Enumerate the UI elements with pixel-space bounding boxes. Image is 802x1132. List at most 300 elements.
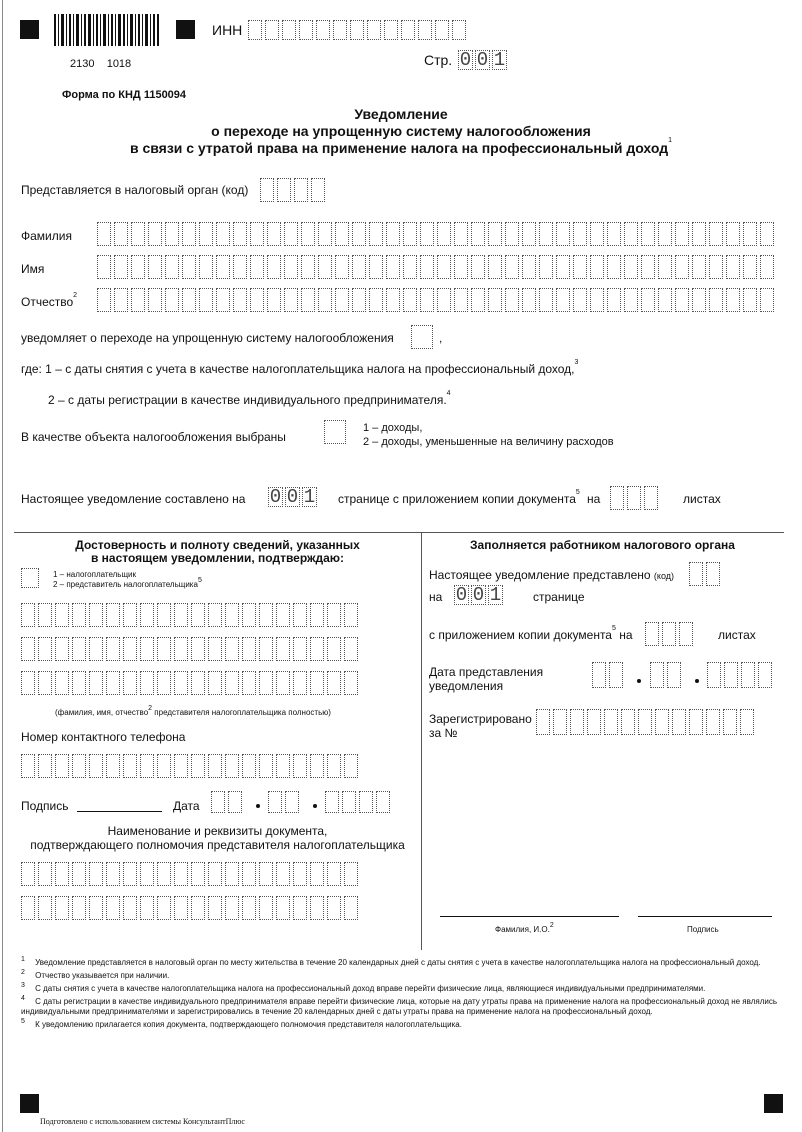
input-cell[interactable] <box>437 222 451 246</box>
input-cell[interactable] <box>327 671 341 695</box>
input-cell[interactable] <box>242 671 256 695</box>
input-cell[interactable] <box>225 637 239 661</box>
input-cell[interactable] <box>191 862 205 886</box>
doc-row2[interactable] <box>21 896 361 920</box>
input-cell[interactable] <box>344 603 358 627</box>
input-cell[interactable] <box>760 288 774 312</box>
input-cell[interactable] <box>624 288 638 312</box>
input-cell[interactable] <box>242 637 256 661</box>
input-cell[interactable] <box>123 896 137 920</box>
input-cell[interactable] <box>709 222 723 246</box>
rep-fio-row1[interactable] <box>21 603 361 627</box>
input-cell[interactable] <box>641 255 655 279</box>
input-cell[interactable] <box>157 754 171 778</box>
input-cell[interactable] <box>675 222 689 246</box>
input-cell[interactable] <box>553 709 567 735</box>
input-cell[interactable] <box>403 255 417 279</box>
input-cell[interactable] <box>488 288 502 312</box>
input-cell[interactable] <box>692 255 706 279</box>
input-cell[interactable] <box>369 255 383 279</box>
composed-on: на <box>587 492 601 506</box>
input-cell[interactable] <box>208 754 222 778</box>
input-cell[interactable] <box>165 222 179 246</box>
input-cell[interactable] <box>157 896 171 920</box>
input-cell[interactable] <box>106 603 120 627</box>
input-cell[interactable] <box>106 754 120 778</box>
input-cell[interactable] <box>21 862 35 886</box>
input-cell[interactable] <box>556 288 570 312</box>
input-cell[interactable] <box>89 862 103 886</box>
presented-pages-field[interactable] <box>454 585 503 605</box>
input-cell[interactable] <box>352 288 366 312</box>
page-left-border <box>2 0 3 1132</box>
composed-mid <box>338 489 580 506</box>
input-cell[interactable] <box>89 896 103 920</box>
inspector-sign-line[interactable] <box>638 916 772 917</box>
input-cell[interactable] <box>723 709 737 735</box>
input-cell[interactable] <box>208 896 222 920</box>
input-cell[interactable] <box>310 896 324 920</box>
input-cell[interactable] <box>709 288 723 312</box>
input-cell[interactable] <box>157 862 171 886</box>
input-cell[interactable] <box>293 896 307 920</box>
input-cell[interactable] <box>21 637 35 661</box>
input-cell[interactable] <box>624 222 638 246</box>
input-cell[interactable] <box>420 255 434 279</box>
composed-digit: 0 <box>286 486 299 508</box>
input-cell[interactable] <box>420 222 434 246</box>
input-cell[interactable] <box>369 288 383 312</box>
input-cell[interactable] <box>556 222 570 246</box>
input-cell[interactable] <box>157 637 171 661</box>
input-cell[interactable] <box>174 754 188 778</box>
input-cell[interactable] <box>199 288 213 312</box>
input-cell[interactable] <box>587 709 601 735</box>
input-cell[interactable] <box>454 288 468 312</box>
input-cell[interactable] <box>344 862 358 886</box>
rep-fio-row3[interactable] <box>21 671 361 695</box>
input-cell[interactable] <box>590 255 604 279</box>
input-cell[interactable] <box>310 603 324 627</box>
input-cell[interactable] <box>148 222 162 246</box>
input-cell[interactable] <box>191 896 205 920</box>
input-cell[interactable] <box>573 288 587 312</box>
input-cell[interactable] <box>21 754 35 778</box>
inspector-fio-line[interactable] <box>440 916 619 917</box>
input-cell[interactable] <box>706 709 720 735</box>
input-cell[interactable] <box>72 671 86 695</box>
input-cell[interactable] <box>55 896 69 920</box>
input-cell[interactable] <box>310 671 324 695</box>
input-cell[interactable] <box>284 255 298 279</box>
input-cell[interactable] <box>174 637 188 661</box>
input-cell[interactable] <box>590 288 604 312</box>
input-cell[interactable] <box>157 603 171 627</box>
input-cell[interactable] <box>106 637 120 661</box>
input-cell[interactable] <box>293 862 307 886</box>
input-cell[interactable] <box>21 896 35 920</box>
date-presented-month[interactable] <box>650 662 684 688</box>
input-cell[interactable] <box>225 754 239 778</box>
input-cell[interactable] <box>403 288 417 312</box>
composed-digit: 0 <box>269 486 282 508</box>
input-cell[interactable] <box>191 603 205 627</box>
input-cell[interactable] <box>140 896 154 920</box>
input-cell[interactable] <box>208 671 222 695</box>
input-cell[interactable] <box>386 255 400 279</box>
name-field[interactable] <box>97 255 777 279</box>
input-cell[interactable] <box>293 754 307 778</box>
date-year-field[interactable] <box>325 791 393 813</box>
input-cell[interactable] <box>131 222 145 246</box>
input-cell[interactable] <box>310 754 324 778</box>
input-cell[interactable] <box>140 862 154 886</box>
input-cell[interactable] <box>505 288 519 312</box>
input-cell[interactable] <box>97 222 111 246</box>
input-cell[interactable] <box>174 896 188 920</box>
input-cell[interactable] <box>225 603 239 627</box>
input-cell[interactable] <box>165 288 179 312</box>
input-cell[interactable] <box>641 222 655 246</box>
input-cell[interactable] <box>259 671 273 695</box>
input-cell[interactable] <box>55 637 69 661</box>
input-cell[interactable] <box>140 637 154 661</box>
input-cell[interactable] <box>344 671 358 695</box>
footnote-number: 5 <box>21 1018 25 1025</box>
input-cell[interactable] <box>157 671 171 695</box>
input-cell[interactable] <box>437 255 451 279</box>
input-cell[interactable] <box>570 709 584 735</box>
title-line2: о переходе на упрощенную систему налогообложения <box>211 123 591 139</box>
date-day-field[interactable] <box>211 791 245 813</box>
input-cell[interactable] <box>743 222 757 246</box>
input-cell[interactable] <box>38 671 52 695</box>
input-cell[interactable] <box>182 222 196 246</box>
page-number-field[interactable] <box>458 50 507 70</box>
input-cell[interactable] <box>310 862 324 886</box>
input-cell[interactable] <box>522 222 536 246</box>
input-cell[interactable] <box>38 896 52 920</box>
input-cell[interactable] <box>38 637 52 661</box>
input-cell[interactable] <box>624 255 638 279</box>
input-cell[interactable] <box>403 222 417 246</box>
input-cell[interactable] <box>344 896 358 920</box>
phone-field[interactable] <box>21 754 361 778</box>
signer-type-field[interactable] <box>21 568 42 588</box>
page-word: странице <box>533 590 585 604</box>
section-divider <box>14 532 784 533</box>
input-cell[interactable] <box>259 896 273 920</box>
composed-sheets-field[interactable] <box>610 486 661 510</box>
surname-field[interactable] <box>97 222 777 246</box>
input-cell[interactable] <box>335 222 349 246</box>
input-cell[interactable] <box>573 222 587 246</box>
input-cell[interactable] <box>692 288 706 312</box>
tax-organ-code-field[interactable] <box>260 178 328 202</box>
input-cell[interactable] <box>114 222 128 246</box>
composed-sheets: листах <box>683 492 721 506</box>
input-cell[interactable] <box>114 288 128 312</box>
input-cell[interactable] <box>97 255 111 279</box>
input-cell[interactable] <box>689 709 703 735</box>
input-cell[interactable] <box>743 255 757 279</box>
input-cell[interactable] <box>335 255 349 279</box>
input-cell[interactable] <box>199 255 213 279</box>
input-cell[interactable] <box>250 255 264 279</box>
input-cell[interactable] <box>454 255 468 279</box>
input-cell[interactable] <box>233 288 247 312</box>
input-cell[interactable] <box>148 255 162 279</box>
input-cell[interactable] <box>658 222 672 246</box>
input-cell[interactable] <box>225 896 239 920</box>
input-cell[interactable] <box>573 255 587 279</box>
date-presented-year[interactable] <box>707 662 775 688</box>
patronymic-label-text: Отчество <box>21 295 74 309</box>
input-cell[interactable] <box>131 255 145 279</box>
input-cell[interactable] <box>607 222 621 246</box>
transition-option-field[interactable] <box>411 325 436 349</box>
input-cell[interactable] <box>675 288 689 312</box>
input-cell[interactable] <box>233 255 247 279</box>
input-cell[interactable] <box>250 222 264 246</box>
input-cell[interactable] <box>208 637 222 661</box>
input-cell[interactable] <box>726 222 740 246</box>
input-cell[interactable] <box>318 222 332 246</box>
input-cell[interactable] <box>259 862 273 886</box>
input-cell[interactable] <box>216 288 230 312</box>
input-cell[interactable] <box>327 637 341 661</box>
input-cell[interactable] <box>344 637 358 661</box>
input-cell[interactable] <box>301 255 315 279</box>
presented-code-field[interactable] <box>689 562 723 586</box>
input-cell[interactable] <box>267 255 281 279</box>
input-cell[interactable] <box>191 637 205 661</box>
input-cell[interactable] <box>123 603 137 627</box>
input-cell[interactable] <box>123 754 137 778</box>
input-cell[interactable] <box>72 862 86 886</box>
input-cell[interactable] <box>191 671 205 695</box>
input-cell[interactable] <box>536 709 550 735</box>
input-cell[interactable] <box>250 288 264 312</box>
input-cell[interactable] <box>276 671 290 695</box>
input-cell[interactable] <box>327 896 341 920</box>
object-option-field[interactable] <box>324 420 349 444</box>
input-cell[interactable] <box>655 709 669 735</box>
input-cell[interactable] <box>276 896 290 920</box>
input-cell[interactable] <box>692 222 706 246</box>
input-cell[interactable] <box>672 709 686 735</box>
input-cell[interactable] <box>335 288 349 312</box>
input-cell[interactable] <box>225 671 239 695</box>
input-cell[interactable] <box>539 222 553 246</box>
input-cell[interactable] <box>641 288 655 312</box>
input-cell[interactable] <box>72 754 86 778</box>
input-cell[interactable] <box>607 255 621 279</box>
input-cell[interactable] <box>123 637 137 661</box>
input-cell[interactable] <box>38 862 52 886</box>
input-cell[interactable] <box>21 603 35 627</box>
patronymic-field[interactable] <box>97 288 777 312</box>
input-cell[interactable] <box>590 222 604 246</box>
input-cell[interactable] <box>505 222 519 246</box>
input-cell[interactable] <box>21 671 35 695</box>
input-cell[interactable] <box>386 288 400 312</box>
input-cell[interactable] <box>293 603 307 627</box>
option2-footnote-ref: 4 <box>446 390 451 397</box>
input-cell[interactable] <box>208 603 222 627</box>
date-separator <box>256 804 260 808</box>
date-presented-day[interactable] <box>592 662 626 688</box>
input-cell[interactable] <box>743 288 757 312</box>
input-cell[interactable] <box>242 603 256 627</box>
input-cell[interactable] <box>522 288 536 312</box>
input-cell[interactable] <box>352 255 366 279</box>
input-cell[interactable] <box>726 288 740 312</box>
input-cell[interactable] <box>89 671 103 695</box>
attach-sheets-field[interactable] <box>645 622 696 646</box>
input-cell[interactable] <box>216 222 230 246</box>
input-cell[interactable] <box>369 222 383 246</box>
signature-line[interactable] <box>77 811 162 812</box>
input-cell[interactable] <box>658 288 672 312</box>
input-cell[interactable] <box>225 862 239 886</box>
input-cell[interactable] <box>607 288 621 312</box>
attach-label-text: с приложением копии документа <box>429 628 612 642</box>
footnote-text: С даты снятия с учета в качестве налогоплательщика налога на профессиональный доход вправе перейти физические лица, являющиеся индивидуальными предпринимателями. <box>35 984 706 993</box>
input-cell[interactable] <box>301 222 315 246</box>
footnote <box>21 984 781 994</box>
input-cell[interactable] <box>55 671 69 695</box>
input-cell[interactable] <box>191 754 205 778</box>
input-cell[interactable] <box>140 603 154 627</box>
input-cell[interactable] <box>327 603 341 627</box>
input-cell[interactable] <box>140 754 154 778</box>
date-month-field[interactable] <box>268 791 302 813</box>
input-cell[interactable] <box>148 288 162 312</box>
input-cell[interactable] <box>488 222 502 246</box>
input-cell[interactable] <box>539 288 553 312</box>
input-cell[interactable] <box>760 255 774 279</box>
input-cell[interactable] <box>352 222 366 246</box>
input-cell[interactable] <box>259 637 273 661</box>
input-cell[interactable] <box>471 255 485 279</box>
input-cell[interactable] <box>72 637 86 661</box>
input-cell[interactable] <box>488 255 502 279</box>
input-cell[interactable] <box>638 709 652 735</box>
input-cell[interactable] <box>89 603 103 627</box>
input-cell[interactable] <box>658 255 672 279</box>
input-cell[interactable] <box>556 255 570 279</box>
input-cell[interactable] <box>454 222 468 246</box>
input-cell[interactable] <box>539 255 553 279</box>
input-cell[interactable] <box>174 862 188 886</box>
input-cell[interactable] <box>726 255 740 279</box>
input-cell[interactable] <box>327 754 341 778</box>
input-cell[interactable] <box>208 862 222 886</box>
input-cell[interactable] <box>114 255 128 279</box>
input-cell[interactable] <box>55 603 69 627</box>
input-cell[interactable] <box>604 709 618 735</box>
doc-row1[interactable] <box>21 862 361 886</box>
input-cell[interactable] <box>318 288 332 312</box>
inn-field[interactable] <box>248 20 469 40</box>
input-cell[interactable] <box>233 222 247 246</box>
input-cell[interactable] <box>327 862 341 886</box>
input-cell[interactable] <box>182 288 196 312</box>
input-cell[interactable] <box>38 754 52 778</box>
input-cell[interactable] <box>267 288 281 312</box>
registered-number-field[interactable] <box>536 709 757 735</box>
input-cell[interactable] <box>182 255 196 279</box>
input-cell[interactable] <box>259 754 273 778</box>
input-cell[interactable] <box>106 896 120 920</box>
presented-label <box>429 568 674 582</box>
input-cell[interactable] <box>522 255 536 279</box>
input-cell[interactable] <box>165 255 179 279</box>
input-cell[interactable] <box>276 637 290 661</box>
input-cell[interactable] <box>284 288 298 312</box>
input-cell[interactable] <box>242 754 256 778</box>
input-cell[interactable] <box>55 862 69 886</box>
input-cell[interactable] <box>89 637 103 661</box>
input-cell[interactable] <box>471 222 485 246</box>
input-cell[interactable] <box>293 671 307 695</box>
input-cell[interactable] <box>242 896 256 920</box>
rep-fio-row2[interactable] <box>21 637 361 661</box>
input-cell[interactable] <box>284 222 298 246</box>
input-cell[interactable] <box>242 862 256 886</box>
input-cell[interactable] <box>505 255 519 279</box>
input-cell[interactable] <box>318 255 332 279</box>
input-cell[interactable] <box>174 603 188 627</box>
input-cell[interactable] <box>216 255 230 279</box>
input-cell[interactable] <box>437 288 451 312</box>
input-cell[interactable] <box>621 709 635 735</box>
input-cell[interactable] <box>174 671 188 695</box>
input-cell[interactable] <box>276 862 290 886</box>
input-cell[interactable] <box>267 222 281 246</box>
input-cell[interactable] <box>89 754 103 778</box>
input-cell[interactable] <box>276 754 290 778</box>
input-cell[interactable] <box>259 603 273 627</box>
input-cell[interactable] <box>420 288 434 312</box>
input-cell[interactable] <box>72 603 86 627</box>
input-cell[interactable] <box>38 603 52 627</box>
input-cell[interactable] <box>55 754 69 778</box>
input-cell[interactable] <box>386 222 400 246</box>
input-cell[interactable] <box>301 288 315 312</box>
input-cell[interactable] <box>72 896 86 920</box>
input-cell[interactable] <box>675 255 689 279</box>
input-cell[interactable] <box>97 288 111 312</box>
input-cell[interactable] <box>106 671 120 695</box>
input-cell[interactable] <box>709 255 723 279</box>
input-cell[interactable] <box>344 754 358 778</box>
input-cell[interactable] <box>760 222 774 246</box>
composed-pages-field[interactable] <box>268 487 317 507</box>
input-cell[interactable] <box>740 709 754 735</box>
input-cell[interactable] <box>106 862 120 886</box>
input-cell[interactable] <box>123 862 137 886</box>
input-cell[interactable] <box>199 222 213 246</box>
input-cell[interactable] <box>310 637 324 661</box>
input-cell[interactable] <box>471 288 485 312</box>
input-cell[interactable] <box>131 288 145 312</box>
input-cell[interactable] <box>276 603 290 627</box>
input-cell[interactable] <box>123 671 137 695</box>
input-cell[interactable] <box>293 637 307 661</box>
input-cell[interactable] <box>140 671 154 695</box>
